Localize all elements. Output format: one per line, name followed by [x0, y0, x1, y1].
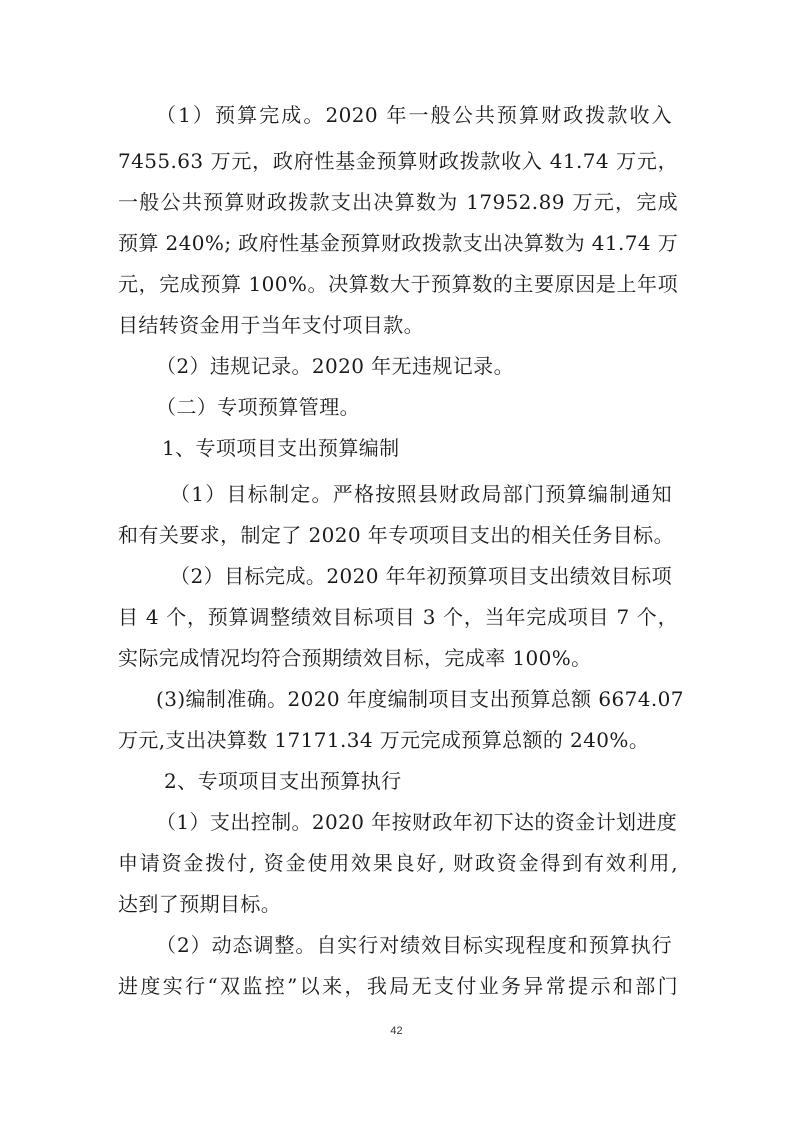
paragraph-line-13: (3)编制准确。2020 年度编制项目支出预算总额 6674.07	[156, 687, 684, 711]
paragraph-line-4: 预算 240%; 政府性基金预算财政拨款支出决算数为 41.74 万	[118, 231, 679, 255]
paragraph-line-10: （2）目标完成。2020 年年初预算项目支出绩效目标项	[170, 564, 672, 588]
paragraph-line-6: 目结转资金用于当年支付项目款。	[118, 313, 424, 337]
paragraph-line-17: 达到了预期目标。	[118, 892, 282, 916]
paragraph-line-9: 和有关要求，制定了 2020 年专项项目支出的相关任务目标。	[118, 523, 674, 547]
paragraph-line-11: 目 4 个，预算调整绩效目标项目 3 个，当年完成项目 7 个，	[118, 605, 678, 629]
subsection-heading-1: 1、专项项目支出预算编制	[162, 436, 400, 460]
paragraph-line-1: （1）预算完成。2020 年一般公共预算财政拨款收入	[156, 103, 672, 127]
paragraph-line-8: （1）目标制定。严格按照县财政局部门预算编制通知	[170, 482, 672, 506]
paragraph-line-3: 一般公共预算财政拨款支出决算数为 17952.89 万元，完成	[118, 190, 678, 214]
paragraph-line-2: 7455.63 万元，政府性基金预算财政拨款收入 41.74 万元，	[118, 149, 678, 173]
subsection-heading-2: 2、专项项目支出预算执行	[164, 769, 402, 793]
paragraph-line-18: （2）动态调整。自实行对绩效目标实现程度和预算执行	[156, 933, 672, 957]
paragraph-line-7: （2）违规记录。2020 年无违规记录。	[156, 354, 514, 378]
paragraph-line-19: 进度实行“双监控”以来，我局无支付业务异常提示和部门	[118, 974, 678, 998]
paragraph-line-12: 实际完成情况均符合预期绩效目标，完成率 100%。	[118, 646, 592, 670]
section-heading: （二）专项预算管理。	[156, 395, 360, 419]
paragraph-line-16: 申请资金拨付, 资金使用效果良好, 财政资金得到有效利用,	[118, 851, 678, 875]
paragraph-line-14: 万元,支出决算数 17171.34 万元完成预算总额的 240%。	[118, 728, 650, 752]
paragraph-line-15: （1）支出控制。2020 年按财政年初下达的资金计划进度	[156, 810, 678, 834]
paragraph-line-5: 元，完成预算 100%。决算数大于预算数的主要原因是上年项	[118, 272, 678, 296]
page-number: 42	[390, 1025, 403, 1037]
